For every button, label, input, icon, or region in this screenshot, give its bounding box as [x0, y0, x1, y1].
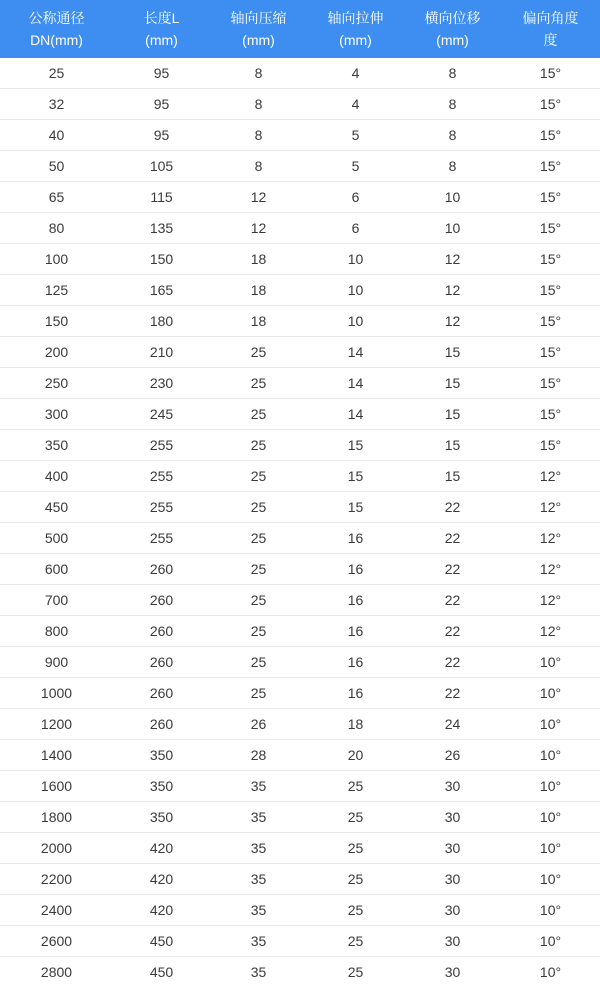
- table-cell: 8: [210, 151, 307, 182]
- table-cell: 12: [210, 213, 307, 244]
- table-cell: 40: [0, 120, 113, 151]
- column-header-nominal-diameter: [0, 0, 113, 58]
- table-cell: 30: [404, 771, 501, 802]
- table-cell: 10°: [501, 895, 600, 926]
- table-cell: 450: [0, 492, 113, 523]
- table-cell: 26: [210, 709, 307, 740]
- table-cell: 2800: [0, 957, 113, 987]
- column-header-axial-extension: [307, 0, 404, 58]
- table-cell: 10: [404, 182, 501, 213]
- table-cell: 35: [210, 864, 307, 895]
- table-row: [0, 740, 600, 771]
- table-cell: 15°: [501, 89, 600, 120]
- table-cell: 350: [0, 430, 113, 461]
- table-cell: 22: [404, 616, 501, 647]
- table-cell: 1400: [0, 740, 113, 771]
- table-cell: 10: [307, 306, 404, 337]
- table-cell: 255: [113, 523, 210, 554]
- table-cell: 10°: [501, 802, 600, 833]
- table-cell: 260: [113, 709, 210, 740]
- table-row: [0, 306, 600, 337]
- table-cell: 25: [210, 399, 307, 430]
- table-cell: 15: [404, 337, 501, 368]
- table-row: [0, 647, 600, 678]
- table-body: [0, 58, 600, 987]
- table-cell: 25: [210, 678, 307, 709]
- table-row: [0, 430, 600, 461]
- table-cell: 255: [113, 492, 210, 523]
- table-cell: 15°: [501, 151, 600, 182]
- table-cell: 25: [307, 957, 404, 987]
- table-cell: 125: [0, 275, 113, 306]
- table-cell: 25: [307, 895, 404, 926]
- table-cell: 25: [210, 616, 307, 647]
- column-header-axial-compression: [210, 0, 307, 58]
- table-cell: 1200: [0, 709, 113, 740]
- table-cell: 12°: [501, 554, 600, 585]
- table-row: [0, 275, 600, 306]
- table-cell: 15°: [501, 337, 600, 368]
- table-cell: 10°: [501, 647, 600, 678]
- table-cell: 95: [113, 120, 210, 151]
- table-cell: 8: [404, 58, 501, 89]
- table-cell: 18: [210, 306, 307, 337]
- table-cell: 165: [113, 275, 210, 306]
- table-cell: 2000: [0, 833, 113, 864]
- table-cell: 8: [210, 120, 307, 151]
- table-cell: 25: [210, 368, 307, 399]
- table-cell: 15: [404, 399, 501, 430]
- table-row: [0, 244, 600, 275]
- table-cell: 25: [210, 554, 307, 585]
- table-cell: 16: [307, 616, 404, 647]
- table-cell: 25: [210, 585, 307, 616]
- table-cell: 150: [0, 306, 113, 337]
- table-row: [0, 182, 600, 213]
- table-cell: 22: [404, 678, 501, 709]
- table-cell: 1600: [0, 771, 113, 802]
- table-cell: 900: [0, 647, 113, 678]
- table-cell: 15: [307, 461, 404, 492]
- table-cell: 2600: [0, 926, 113, 957]
- table-row: [0, 151, 600, 182]
- table-cell: 35: [210, 895, 307, 926]
- table-cell: 250: [0, 368, 113, 399]
- table-cell: 16: [307, 647, 404, 678]
- table-row: [0, 833, 600, 864]
- column-header-line1: 横向位移: [406, 7, 499, 29]
- table-cell: 15: [307, 430, 404, 461]
- table-cell: 2400: [0, 895, 113, 926]
- table-row: [0, 585, 600, 616]
- table-cell: 15°: [501, 213, 600, 244]
- table-cell: 26: [404, 740, 501, 771]
- table-cell: 16: [307, 678, 404, 709]
- table-cell: 15°: [501, 306, 600, 337]
- column-header-line1: 轴向拉伸: [309, 7, 402, 29]
- table-cell: 15: [404, 368, 501, 399]
- table-cell: 15°: [501, 430, 600, 461]
- table-cell: 24: [404, 709, 501, 740]
- table-cell: 18: [307, 709, 404, 740]
- table-cell: 115: [113, 182, 210, 213]
- table-cell: 4: [307, 58, 404, 89]
- table-cell: 10: [404, 213, 501, 244]
- table-cell: 15: [307, 492, 404, 523]
- table-cell: 450: [113, 957, 210, 987]
- table-cell: 260: [113, 678, 210, 709]
- table-cell: 8: [404, 151, 501, 182]
- table-cell: 8: [210, 58, 307, 89]
- table-cell: 18: [210, 244, 307, 275]
- table-cell: 12: [404, 306, 501, 337]
- table-cell: 30: [404, 957, 501, 987]
- table-cell: 25: [210, 461, 307, 492]
- table-cell: 8: [404, 120, 501, 151]
- table-row: [0, 213, 600, 244]
- column-header-lateral-displacement: [404, 0, 501, 58]
- column-header-deflection-angle: [501, 0, 600, 58]
- table-row: [0, 399, 600, 430]
- table-cell: 210: [113, 337, 210, 368]
- table-cell: 25: [210, 492, 307, 523]
- table-cell: 22: [404, 554, 501, 585]
- table-cell: 50: [0, 151, 113, 182]
- table-cell: 255: [113, 461, 210, 492]
- table-cell: 450: [113, 926, 210, 957]
- table-cell: 30: [404, 802, 501, 833]
- column-header-line1: 偏向角度: [503, 7, 598, 29]
- table-cell: 700: [0, 585, 113, 616]
- table-cell: 30: [404, 833, 501, 864]
- table-cell: 8: [404, 89, 501, 120]
- table-cell: 15: [404, 461, 501, 492]
- table-cell: 25: [0, 58, 113, 89]
- table-cell: 25: [210, 647, 307, 678]
- table-row: [0, 554, 600, 585]
- table-row: [0, 461, 600, 492]
- table-cell: 10: [307, 244, 404, 275]
- table-cell: 16: [307, 523, 404, 554]
- table-cell: 16: [307, 585, 404, 616]
- table-cell: 22: [404, 647, 501, 678]
- table-cell: 1800: [0, 802, 113, 833]
- table-header-row: [0, 0, 600, 58]
- table-cell: 12°: [501, 523, 600, 554]
- table-cell: 10°: [501, 678, 600, 709]
- table-cell: 18: [210, 275, 307, 306]
- table-row: [0, 895, 600, 926]
- table-row: [0, 771, 600, 802]
- table-row: [0, 926, 600, 957]
- table-cell: 245: [113, 399, 210, 430]
- table-cell: 230: [113, 368, 210, 399]
- table-row: [0, 368, 600, 399]
- table-row: [0, 802, 600, 833]
- table-row: [0, 678, 600, 709]
- table-cell: 30: [404, 864, 501, 895]
- table-cell: 16: [307, 554, 404, 585]
- table-cell: 35: [210, 833, 307, 864]
- table-cell: 35: [210, 926, 307, 957]
- table-cell: 12: [404, 244, 501, 275]
- column-header-line2: DN(mm): [2, 29, 111, 51]
- table-cell: 15°: [501, 399, 600, 430]
- table-cell: 260: [113, 647, 210, 678]
- table-cell: 5: [307, 151, 404, 182]
- table-cell: 12: [404, 275, 501, 306]
- table-cell: 6: [307, 182, 404, 213]
- table-cell: 22: [404, 585, 501, 616]
- table-cell: 260: [113, 585, 210, 616]
- table-row: [0, 957, 600, 987]
- table-cell: 22: [404, 523, 501, 554]
- table-cell: 10°: [501, 864, 600, 895]
- table-row: [0, 89, 600, 120]
- table-cell: 30: [404, 926, 501, 957]
- table-cell: 15°: [501, 120, 600, 151]
- table-row: [0, 58, 600, 89]
- table-cell: 420: [113, 864, 210, 895]
- table-cell: 25: [210, 430, 307, 461]
- table-cell: 25: [307, 802, 404, 833]
- column-header-line2: (mm): [406, 29, 499, 51]
- table-cell: 300: [0, 399, 113, 430]
- table-cell: 35: [210, 957, 307, 987]
- table-cell: 14: [307, 399, 404, 430]
- table-cell: 15°: [501, 244, 600, 275]
- column-header-line1: 长度L: [115, 7, 208, 29]
- table-cell: 105: [113, 151, 210, 182]
- table-cell: 35: [210, 771, 307, 802]
- table-row: [0, 864, 600, 895]
- table-cell: 8: [210, 89, 307, 120]
- table-cell: 4: [307, 89, 404, 120]
- table-cell: 260: [113, 554, 210, 585]
- table-cell: 10°: [501, 957, 600, 987]
- column-header-length: [113, 0, 210, 58]
- table-cell: 65: [0, 182, 113, 213]
- table-cell: 25: [210, 337, 307, 368]
- table-row: [0, 523, 600, 554]
- table-cell: 420: [113, 895, 210, 926]
- table-cell: 350: [113, 802, 210, 833]
- column-header-line2: (mm): [212, 29, 305, 51]
- column-header-line1: 轴向压缩: [212, 7, 305, 29]
- table-cell: 12°: [501, 585, 600, 616]
- table-cell: 15°: [501, 182, 600, 213]
- table-cell: 14: [307, 368, 404, 399]
- table-cell: 100: [0, 244, 113, 275]
- table-cell: 180: [113, 306, 210, 337]
- table-cell: 600: [0, 554, 113, 585]
- table-cell: 150: [113, 244, 210, 275]
- table-cell: 20: [307, 740, 404, 771]
- table-cell: 12°: [501, 461, 600, 492]
- table-cell: 500: [0, 523, 113, 554]
- table-cell: 400: [0, 461, 113, 492]
- table-cell: 10°: [501, 833, 600, 864]
- table-cell: 6: [307, 213, 404, 244]
- table-cell: 2200: [0, 864, 113, 895]
- table-cell: 5: [307, 120, 404, 151]
- table-cell: 14: [307, 337, 404, 368]
- table-cell: 800: [0, 616, 113, 647]
- table-cell: 260: [113, 616, 210, 647]
- table-cell: 200: [0, 337, 113, 368]
- table-cell: 25: [307, 771, 404, 802]
- column-header-line1: 公称通径: [2, 7, 111, 29]
- table-cell: 10°: [501, 926, 600, 957]
- table-cell: 12°: [501, 492, 600, 523]
- table-cell: 420: [113, 833, 210, 864]
- table-cell: 15°: [501, 58, 600, 89]
- table-row: [0, 709, 600, 740]
- table-cell: 15°: [501, 368, 600, 399]
- table-row: [0, 492, 600, 523]
- table-cell: 350: [113, 740, 210, 771]
- column-header-line2: (mm): [309, 29, 402, 51]
- table-cell: 28: [210, 740, 307, 771]
- table-cell: 80: [0, 213, 113, 244]
- table-cell: 12: [210, 182, 307, 213]
- table-row: [0, 120, 600, 151]
- table-cell: 15°: [501, 275, 600, 306]
- table-cell: 30: [404, 895, 501, 926]
- table-cell: 10°: [501, 740, 600, 771]
- column-header-line2: (mm): [115, 29, 208, 51]
- table-cell: 25: [210, 523, 307, 554]
- table-cell: 10°: [501, 771, 600, 802]
- table-cell: 12°: [501, 616, 600, 647]
- table-cell: 95: [113, 89, 210, 120]
- table-row: [0, 337, 600, 368]
- table-cell: 32: [0, 89, 113, 120]
- table-cell: 255: [113, 430, 210, 461]
- table-cell: 25: [307, 864, 404, 895]
- table-cell: 1000: [0, 678, 113, 709]
- table-cell: 10°: [501, 709, 600, 740]
- table-cell: 95: [113, 58, 210, 89]
- table-cell: 350: [113, 771, 210, 802]
- table-cell: 135: [113, 213, 210, 244]
- table-cell: 22: [404, 492, 501, 523]
- table-header: [0, 0, 600, 58]
- table-cell: 10: [307, 275, 404, 306]
- table-cell: 35: [210, 802, 307, 833]
- table-cell: 25: [307, 833, 404, 864]
- table-cell: 15: [404, 430, 501, 461]
- column-header-line2: 度: [503, 29, 598, 51]
- table-row: [0, 616, 600, 647]
- table-cell: 25: [307, 926, 404, 957]
